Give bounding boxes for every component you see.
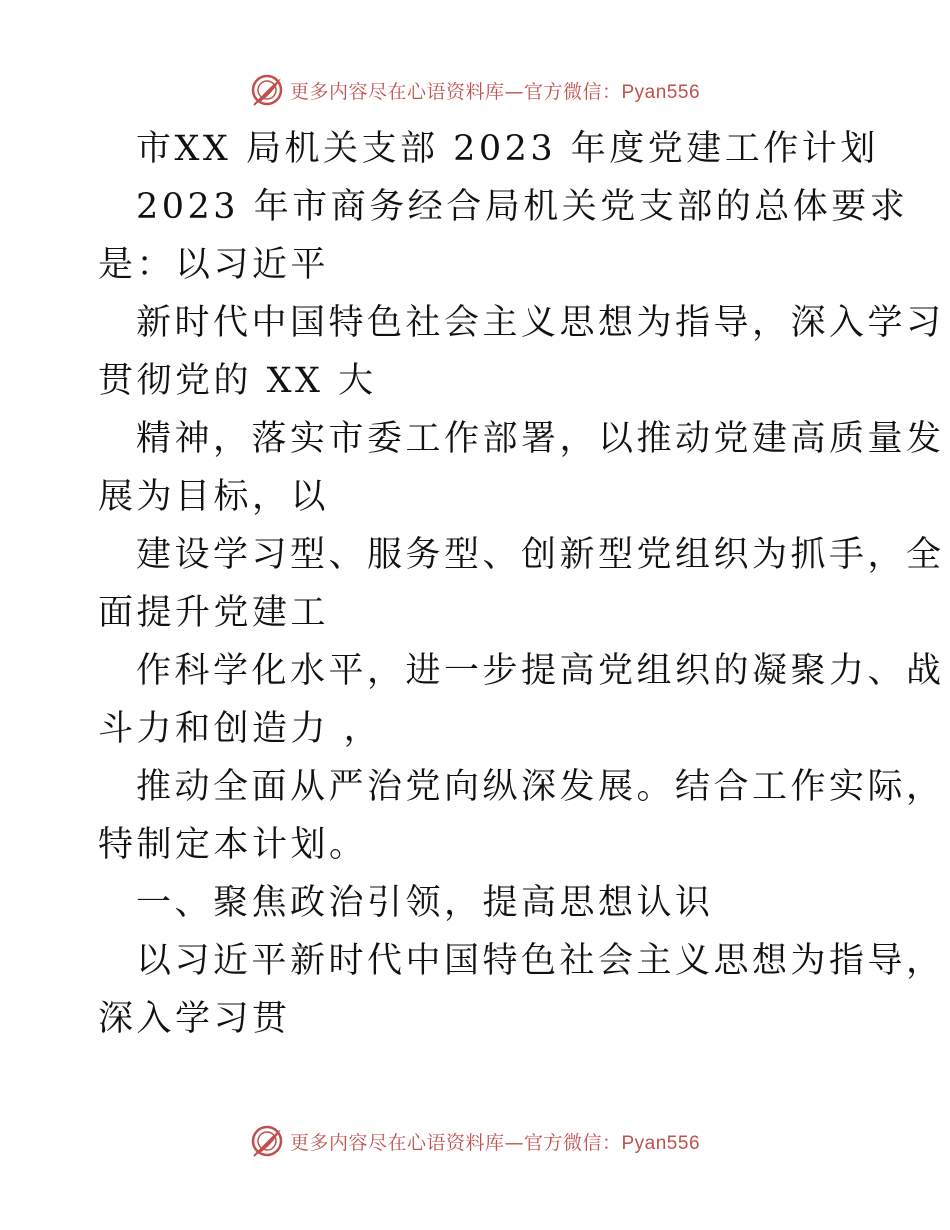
footer-watermark-text xyxy=(290,1128,700,1155)
text-line: 斗力和创造力 ， xyxy=(98,709,383,749)
text-line: 面提升党建工 xyxy=(98,593,330,633)
text-line: 2023 年市商务经合局机关党支部的总体要求 xyxy=(136,187,909,227)
footer-watermark-label: 更多内容尽在心语资料库—官方微信： xyxy=(289,1131,622,1154)
text-line: 展为目标，以 xyxy=(98,477,330,517)
header-watermark-text xyxy=(290,77,700,104)
text-line: 是：以习近平 xyxy=(98,245,330,285)
footer-watermark-banner xyxy=(0,1121,950,1161)
text-line: 推动全面从严治党向纵深发展。结合工作实际， xyxy=(136,767,945,807)
text-line: 精神，落实市委工作部署，以推动党建高质量发 xyxy=(136,419,945,459)
document-title: 市XX 局机关支部 2023 年度党建工作计划 xyxy=(136,129,879,169)
text-line: 作科学化水平，进一步提高党组织的凝聚力、战 xyxy=(136,651,945,691)
text-line: 以习近平新时代中国特色社会主义思想为指导， xyxy=(136,941,945,981)
text-line: 新时代中国特色社会主义思想为指导，深入学习 xyxy=(136,303,945,343)
feather-quill-logo-icon xyxy=(250,1124,284,1158)
footer-wechat-id: Pyan556 xyxy=(621,1132,701,1154)
text-line: 建设学习型、服务型、创新型党组织为抓手，全 xyxy=(136,535,945,575)
section-heading: 一、聚焦政治引领，提高思想认识 xyxy=(136,883,714,923)
text-line: 贯彻党的 XX 大 xyxy=(98,361,377,401)
feather-quill-logo-icon xyxy=(250,73,284,107)
text-line: 深入学习贯 xyxy=(98,999,291,1039)
header-wechat-id: Pyan556 xyxy=(621,81,701,103)
header-watermark-banner xyxy=(0,70,950,110)
document-body xyxy=(98,120,945,1048)
header-watermark-label: 更多内容尽在心语资料库—官方微信： xyxy=(289,80,622,103)
text-line: 特制定本计划。 xyxy=(98,825,368,865)
